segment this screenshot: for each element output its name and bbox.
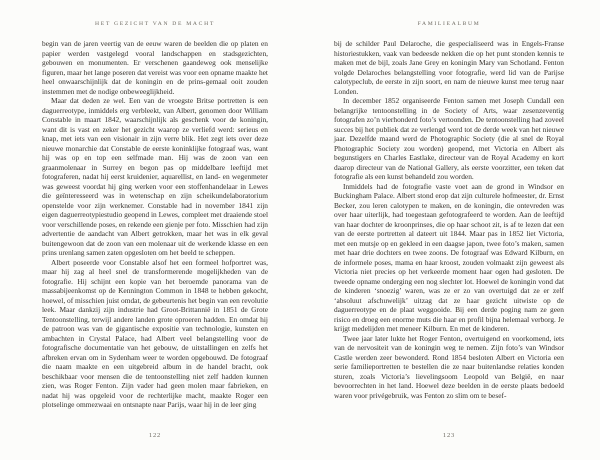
page-number-right: 123 xyxy=(442,432,456,439)
running-head-left: HET GEZICHT VAN DE MACHT xyxy=(95,21,215,27)
left-page xyxy=(42,0,268,460)
right-page xyxy=(334,0,564,460)
paragraph: bij de schilder Paul Delaroche, die gespecialiseerd was in Engels-Franse historiestukken, vaak van bedeesde nekken die op het punt stonden kennis te maken met de bijl, zoals Jane Grey en koningin Mary van Schotland. Fenton volgde Delaroches belangstelling voor fotografie, werd lid van de Parijse calotypeclub, de eerste in zijn soort, en nam de nieuwe kunst mee terug naar Londen. xyxy=(334,39,564,96)
right-page-text xyxy=(334,39,564,400)
left-page-text xyxy=(42,39,268,410)
page-number-left: 122 xyxy=(148,432,162,439)
paragraph: Maar dat deden ze wel. Een van de vroegste Britse portretten is een daguerreotype, inmiddels erg verbleekt, van Albert, genomen door William Constable in maart 1842, waarschijnlijk als geschenk voor de koningin, want dit is vast en zeker het gezicht waarop ze verliefd werd: serieus en knap, met iets van een visionair in zijn verre blik. Het zegt iets over deze nieuwe monarchie dat Constable de eerste koninklijke fotograaf was, want hij was op en top een selfmade man. Hij was de zoon van een graanmolenaar in Surrey en begon pas op middelbare leeftijd met fotograferen, nadat hij eerst kruidenier, aquarellist, en land- en wegenmeter was geweest voordat hij ging werken voor een stoffenhandelaar in Lewes die geïnteresseerd was in wetenschap en zijn scheikundelaboratorium openstelde voor zijn werknemer. Constable had in november 1841 zijn eigen daguerreotypiestudio geopend in Lewes, compleet met draaiende stoel voor verschillende poses, en rekende een gienje per foto. Misschien had zijn advertentie de aandacht van Albert getrokken, maar het was in elk geval buitengewoon dat de zoon van een molenaar uit de werkende klasse en een prins urenlang samen zaten opgesloten om het beeld te scheppen. xyxy=(42,96,268,257)
paragraph: Twee jaar later lukte het Roger Fenton, overtuigend en voorkomend, iets van de nervositeit van de koningin weg te nemen. Zijn foto’s van Windsor Castle werden zeer bewonderd. Rond 1854 besloten Albert en Victoria een serie familieportretten te bestellen die ze naar buitenlandse relaties konden sturen, zoals Victoria’s lievelingsoom Leopold van België, en naar bevoorrechten in het land. Hoewel deze beelden in de eerste plaats bedoeld waren voor privégebruik, was Fenton zo slim om te besef- xyxy=(334,333,564,400)
paragraph: begin van de jaren veertig van de eeuw waren de beelden die op platen en papier werden vastgelegd vooral landschappen en stadsgezichten, gebouwen en monumenten. Er verschenen gaandeweg ook menselijke figuren, maar het lange poseren dat vereist was voor een opname maakte het heel onwaarschijnlijk dat de koningin en de prins-gemaal ooit zouden instemmen met de nodige onbeweeglijkheid. xyxy=(42,39,268,96)
paragraph: Albert poseerde voor Constable alsof het een formeel hofportret was, maar hij zag al heel snel de transformerende mogelijkheden van de fotografie. Hij schijnt een kopie van het beroemde panorama van de massabijeenkomst op de Kennington Common in 1848 te hebben gekocht, hoewel, of misschien juist omdat, de gebeurtenis het begin van een revolutie leek. Maar dankzij zijn industrie had Groot-Brittannië in 1851 de Grote Tentoonstelling, terwijl andere landen grote oproeren hadden. En omdat hij de patroon was van de gigantische expositie van technologie, kunsten en ambachten in Crystal Palace, had Albert veel belangstelling voor de fotografische documentatie van het gebouw, de uitstallingen en zelfs het afbreken ervan om in Sydenham weer te worden opgebouwd. De fotograaf die naam maakte en een uitgebreid album in de handel bracht, ook beschikbaar voor mensen die de tentoonstelling niet zelf hadden kunnen zien, was Roger Fenton. Zijn vader had geen molen maar fabrieken, en nadat hij was opgeleid voor de rechterlijke macht, maakte Roger een plotselinge ommezwaai en ontsnapte naar Parijs, waar hij in de leer ging xyxy=(42,257,268,409)
running-head-right: FAMILIEALBUM xyxy=(417,21,481,27)
paragraph: Inmiddels had de fotografie vaste voet aan de grond in Windsor en Buckingham Palace. Albert stond erop dat zijn culturele hofmeester, dr. Ernst Becker, zou leren calotypen te maken, en de koningin, die ontevreden was over haar uiterlijk, had toegestaan gefotografeerd te worden. Aan de leeftijd van haar dochter de kroonprinses, die op haar schoot zit, is af te lezen dat een van de eerste portretten al dateert uit 1844. Maar pas in 1852 liet Victoria, met een mutsje op en gekleed in een daagse japon, twee foto’s maken, samen met haar drie dochters en twee zoons. De fotograaf was Edward Kilburn, en de informele poses, mama en haar kroost, zouden volmaakt zijn geweest als Victoria niet precies op het verkeerde moment haar ogen had gesloten. De tweede opname onderging een nog slechter lot. Hoewel de koningin vond dat de kinderen ‘snoezig’ waren, was ze er zo van overtuigd dat ze er zelf ‘absoluut afschuwelijk’ uitzag dat ze haar gezicht uitwiste op de daguerreotype en de plaat weggooide. Bij een derde poging nam ze geen risico en droeg een enorme muts die haar en profil bijna helemaal verborg. Je krijgt medelijden met meneer Kilburn. En met de kinderen. xyxy=(334,181,564,333)
paragraph: In december 1852 organiseerde Fenton samen met Joseph Cundall een belangrijke tentoonstelling in de Society of Arts, waar zesenzeventig fotografen zo’n vierhonderd foto’s vertoonden. De tentoonstelling had zoveel succes bij het publiek dat ze verlengd werd tot de derde week van het nieuwe jaar. Dezelfde maand werd de Photographic Society (die al snel de Royal Photographic Society zou worden) geopend, met Victoria en Albert als begunstigers en Charles Eastlake, directeur van de Royal Academy en kort daarop directeur van de National Gallery, als eerste voorzitter, een teken dat fotografie als een kunst behandeld zou worden. xyxy=(334,96,564,181)
